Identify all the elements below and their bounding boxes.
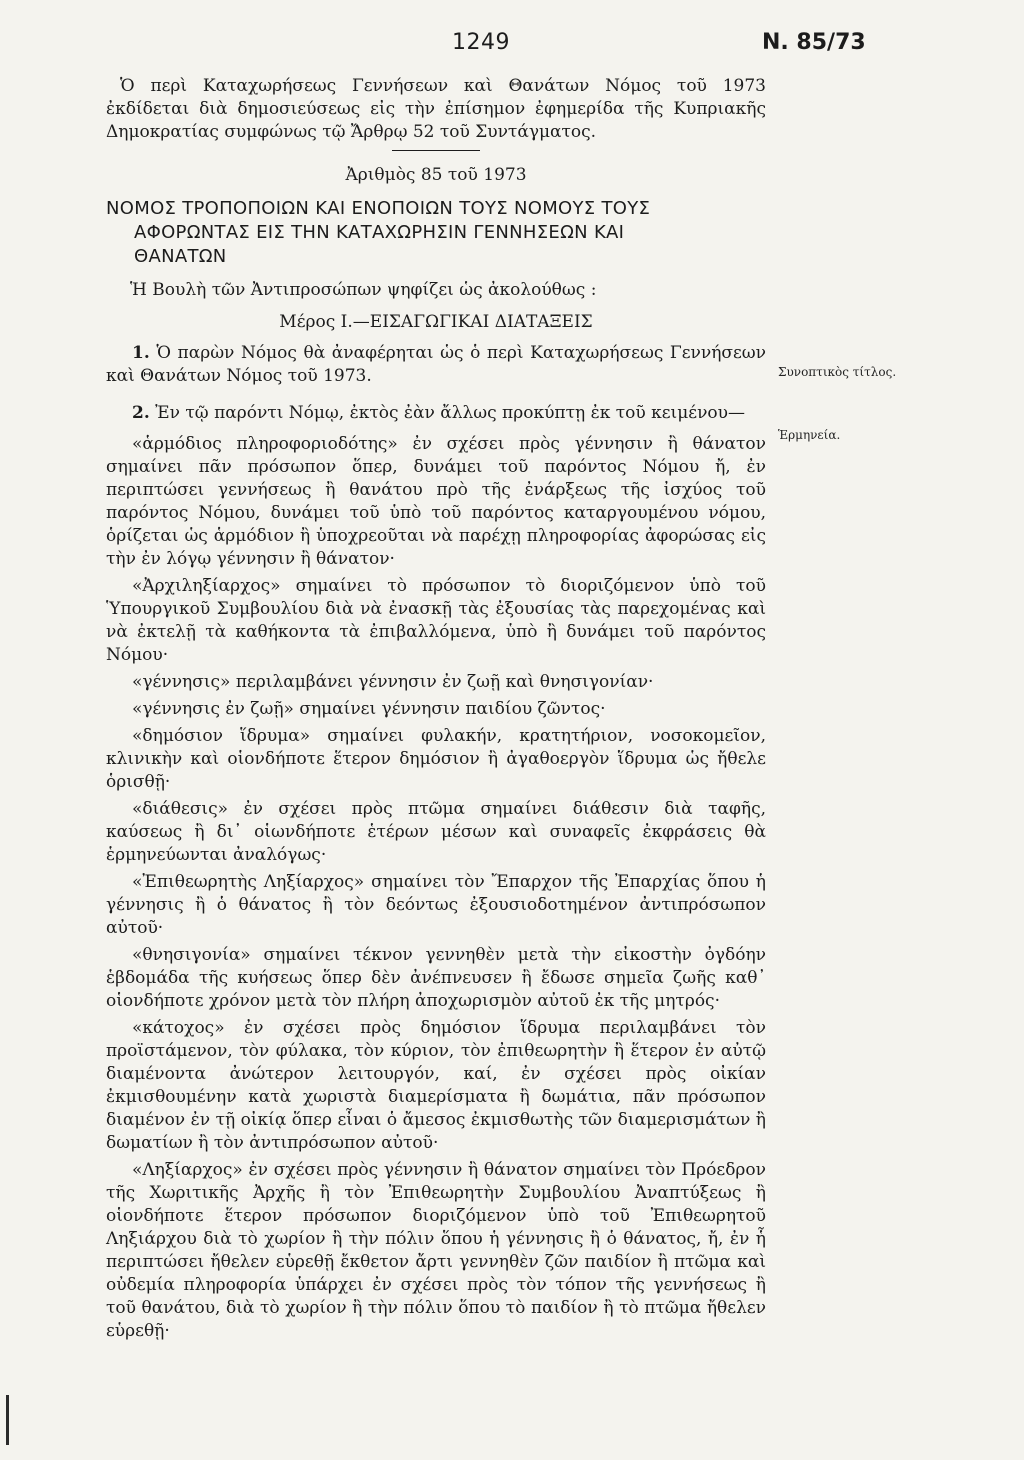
main-text <box>106 75 766 1343</box>
definition-item: «διάθεσις» ἐν σχέσει πρὸς πτῶμα σημαίνει διάθεσιν διὰ ταφῆς, καύσεως ἢ δι᾽ οἱωνδήποτε ἑτέρων μέσων καὶ συναφεῖς ἐκφράσεις θὰ ἑρμηνεύωνται ἀναλόγως· <box>106 799 766 865</box>
definition-item: «κάτοχος» ἐν σχέσει πρὸς δημόσιον ἵδρυμα περιλαμβάνει τὸν προϊστάμενον, τὸν φύλακα, τὸν κύριον, τὸν ἐπιθεωρητὴν ἢ ἕτερον ἐν αὐτῷ διαμένοντα ἀνώτερον λειτουργόν, καί, ἐν σχέσει πρὸς οἰκίαν ἐκμισθουμένην κατὰ χωριστὰ διαμερίσματα ἢ δωμάτια, πᾶν πρόσωπον διαμένον ἐν τῇ οἰκίᾳ ὅπερ εἶναι ὁ ἄμεσος ἐκμισθωτὴς τῶν διαμερισμάτων ἢ δωματίων ἢ τὸν ἀντιπρόσωπον αὐτοῦ· <box>106 1018 766 1153</box>
section-2-number: 2. <box>132 403 150 423</box>
definition-item: «δημόσιον ἵδρυμα» σημαίνει φυλακήν, κρατητήριον, νοσοκομεῖον, κλινικὴν καὶ οἱονδήποτε ἕτερον δημόσιον ἢ ἀγαθοεργὸν ἵδρυμα ὡς ἤθελε ὁρισθῇ· <box>106 726 766 792</box>
part-heading: Μέρος Ι.—ΕΙΣΑΓΩΓΙΚΑΙ ΔΙΑΤΑΞΕΙΣ <box>279 312 593 332</box>
law-code: Ν. 85/73 <box>762 30 866 55</box>
page-number: 1249 <box>452 30 510 55</box>
definition-item: «ἁρμόδιος πληροφοριοδότης» ἐν σχέσει πρὸς γέννησιν ἢ θάνατον σημαίνει πᾶν πρόσωπον ὅπερ, δυνάμει τοῦ παρόντος Νόμου ἤ, ἐν περιπτώσει γεννήσεως ἢ θανάτου πρὸ τῆς ἐνάρξεως τῆς ἰσχύος τοῦ παρόντος Νόμου, δυνάμει τοῦ ὑπὸ τοῦ παρόντος καταργουμένου νόμου, ὁρίζεται ὡς ἁρμόδιον ἢ ὑποχρεοῦται νὰ παρέχῃ πληροφορίας ἀφορώσας εἰς τὴν ἐν λόγῳ γέννησιν ἢ θάνατον· <box>106 434 766 569</box>
section-2-text: Ἐν τῷ παρόντι Νόμῳ, ἐκτὸς ἐὰν ἄλλως προκύπτῃ ἐκ τοῦ κειμένου— <box>155 403 745 423</box>
definition-item: «Ἐπιθεωρητὴς Ληξίαρχος» σημαίνει τὸν Ἔπαρχον τῆς Ἐπαρχίας ὅπου ἡ γέννησις ἢ ὁ θάνατος ἢ τὸν δεόντως ἐξουσιοδοτημένον ἀντιπρόσωπον αὐτοῦ· <box>106 872 766 938</box>
section-2 <box>106 402 766 425</box>
section-1 <box>106 342 766 388</box>
law-number: Ἀριθμὸς 85 τοῦ 1973 <box>345 165 527 185</box>
section-1-text: Ὁ παρὼν Νόμος θὰ ἀναφέρηται ὡς ὁ περὶ Καταχωρήσεως Γεννήσεων καὶ Θανάτων Νόμος τοῦ 1973. <box>106 343 766 386</box>
law-title-line-3: ΘΑΝΑΤΩΝ <box>134 246 227 267</box>
definition-item: «γέννησις ἐν ζωῇ» σημαίνει γέννησιν παιδίου ζῶντος· <box>132 699 606 719</box>
definition-item: «γέννησις» περιλαμβάνει γέννησιν ἐν ζωῇ καὶ θνησιγονίαν· <box>132 672 654 692</box>
margin-note-short-title: Συνοπτικὸς τίτλος. <box>778 365 897 379</box>
enacting-clause: Ἡ Βουλὴ τῶν Ἀντιπροσώπων ψηφίζει ὡς ἀκολούθως : <box>130 280 597 300</box>
definition-item: «Ληξίαρχος» ἐν σχέσει πρὸς γέννησιν ἢ θάνατον σημαίνει τὸν Πρόεδρον τῆς Χωριτικῆς Ἀρχῆς ἢ τὸν Ἐπιθεωρητὴν Συμβουλίου Ἀναπτύξεως ἢ οἱονδήποτε ἕτερον πρόσωπον διοριζόμενον ὑπὸ τοῦ Ἐπιθεωρητοῦ Ληξιάρχου διὰ τὸ χωρίον ἢ τὴν πόλιν ὅπου ἡ γέννησις ἢ ὁ θάνατος, ἤ, ἐν ἧ περιπτώσει ἤθελεν εὑρεθῇ ἔκθετον ἄρτι γεννηθὲν ζῶν παιδίον ἢ πτῶμα καὶ οὐδεμία πληροφορία ὑπάρχει ἐν σχέσει πρὸς τὸν τόπον τῆς γεννήσεως ἢ τοῦ θανάτου, διὰ τὸ χωρίον ἢ τὴν πόλιν ὅπου τὸ παιδίον ἢ τὸ πτῶμα ἤθελεν εὑρεθῇ· <box>106 1160 766 1341</box>
law-title <box>106 197 766 269</box>
intro-paragraph: Ὁ περὶ Καταχωρήσεως Γεννήσεων καὶ Θανάτων Νόμος τοῦ 1973 ἐκδίδεται διὰ δημοσιεύσεως εἰς τὴν ἐπίσημον ἐφημερίδα τῆς Κυπριακῆς Δημοκρατίας συμφώνως τῷ Ἄρθρῳ 52 τοῦ Συντάγματος. <box>106 76 766 142</box>
section-1-number: 1. <box>132 343 150 363</box>
law-title-line-1: ΝΟΜΟΣ ΤΡΟΠΟΠΟΙΩΝ ΚΑΙ ΕΝΟΠΟΙΩΝ ΤΟΥΣ ΝΟΜΟΥΣ ΤΟΥΣ <box>106 198 651 219</box>
law-title-line-2: ΑΦΟΡΩΝΤΑΣ ΕΙΣ ΤΗΝ ΚΑΤΑΧΩΡΗΣΙΝ ΓΕΝΝΗΣΕΩΝ ΚΑΙ <box>134 222 625 243</box>
separator-rule <box>392 150 480 151</box>
left-edge-rule <box>6 1395 9 1445</box>
definition-item: «Ἀρχιληξίαρχος» σημαίνει τὸ πρόσωπον τὸ διοριζόμενον ὑπὸ τοῦ Ὑπουργικοῦ Συμβουλίου διὰ νὰ ἐνασκῇ τὰς ἐξουσίας τὰς παρεχομένας καὶ νὰ ἐκτελῇ τὰ καθήκοντα τὰ ἐπιβαλλόμενα, ὑπὸ ἢ δυνάμει τοῦ παρόντος Νόμου· <box>106 576 766 665</box>
margin-note-interpretation: Ἑρμηνεία. <box>778 428 841 442</box>
definition-item: «θνησιγονία» σημαίνει τέκνον γεννηθὲν μετὰ τὴν εἰκοστὴν ὀγδόην ἑβδομάδα τῆς κυήσεως ὅπερ δὲν ἀνέπνευσεν ἢ ἔδωσε σημεῖα ζωῆς καθ᾽ οἱονδήποτε χρόνον μετὰ τὸν πλήρη ἀποχωρισμὸν αὐτοῦ ἐκ τῆς μητρός· <box>106 945 766 1011</box>
